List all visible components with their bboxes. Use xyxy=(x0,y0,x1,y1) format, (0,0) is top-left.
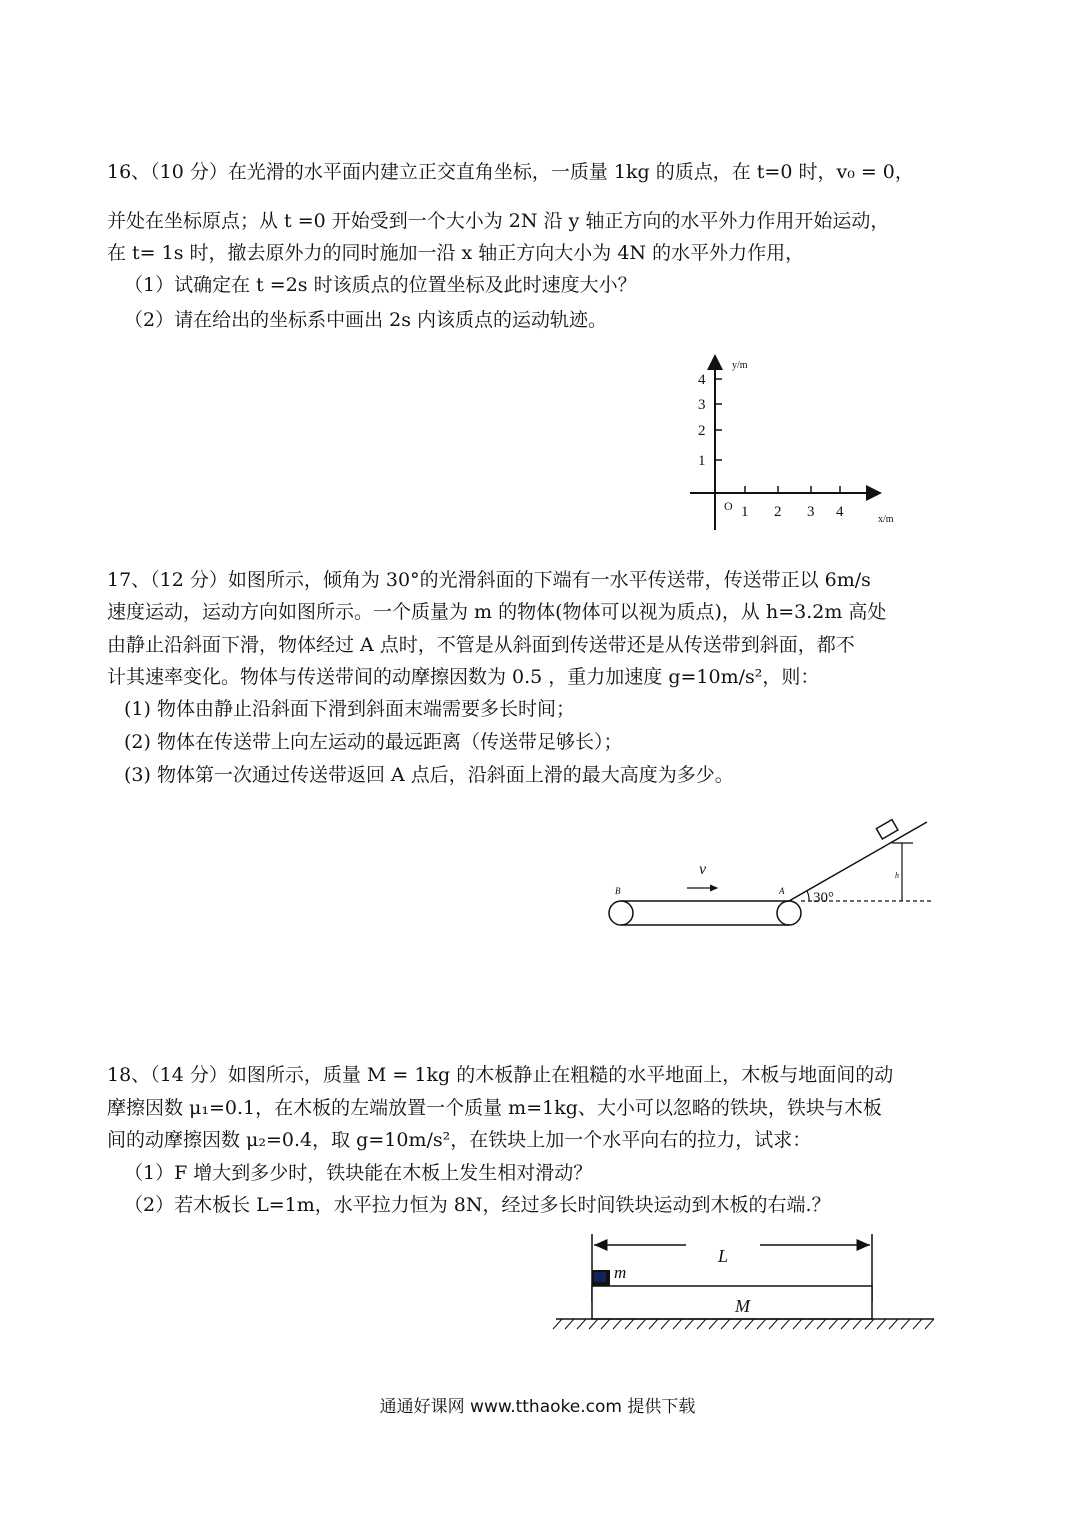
x-axis-label: x/m xyxy=(878,514,894,525)
ground-hatch xyxy=(577,1319,586,1329)
ground-hatch xyxy=(685,1319,694,1329)
x-tick-3: 3 xyxy=(807,504,815,520)
ground-hatch xyxy=(757,1319,766,1329)
q17-conveyor-figure xyxy=(595,810,940,935)
x-tick-4: 4 xyxy=(836,504,844,520)
ground-hatch xyxy=(901,1319,910,1329)
q17-line-4: 计其速率变化。物体与传送带间的动摩擦因数为 0.5 ，重力加速度 g=10m/s²，则： xyxy=(107,666,820,688)
ground-hatch xyxy=(853,1319,862,1329)
q17-line-2: 速度运动，运动方向如图所示。一个质量为 m 的物体(物体可以视为质点)，从 h=3.2m 高处 xyxy=(107,601,887,623)
q18-line-2: 摩擦因数 μ₁=0.1，在木板的左端放置一个质量 m=1kg、大小可以忽略的铁块，铁块与木板 xyxy=(107,1097,882,1119)
ground-hatch xyxy=(697,1319,706,1329)
origin-label: O xyxy=(724,499,733,513)
q16-line-1: 16、（10 分）在光滑的水平面内建立正交直角坐标，一质量 1kg 的质点，在 t=0 时，v₀ = 0， xyxy=(107,161,914,183)
ground-hatch xyxy=(745,1319,754,1329)
label-a: A xyxy=(779,886,785,896)
ground-hatch xyxy=(673,1319,682,1329)
q16-line-3: 在 t= 1s 时，撤去原外力的同时施加一沿 x 轴正方向大小为 4N 的水平外力作用， xyxy=(107,242,805,264)
y-axis-label: y/m xyxy=(732,360,748,371)
label-m: m xyxy=(614,1263,627,1282)
ground-hatch xyxy=(613,1319,622,1329)
footer: 通通好课网 www.tthaoke.com 提供下载 xyxy=(379,1397,696,1417)
q18-sub-1: （1）F 增大到多少时，铁块能在木板上发生相对滑动？ xyxy=(124,1162,593,1184)
q18-line-3: 间的动摩擦因数 μ₂=0.4，取 g=10m/s²，在铁块上加一个水平向右的拉力，试求： xyxy=(107,1129,812,1151)
y-tick-3: 3 xyxy=(698,397,706,413)
ground-hatch xyxy=(877,1319,886,1329)
label-big-m: M xyxy=(735,1296,750,1316)
ground-hatch xyxy=(865,1319,874,1329)
ground-hatch xyxy=(601,1319,610,1329)
board xyxy=(592,1286,872,1319)
y-tick-1: 1 xyxy=(698,453,706,469)
q16-line-2: 并处在坐标原点；从 t =0 开始受到一个大小为 2N 沿 y 轴正方向的水平外力作用开始运动， xyxy=(107,210,890,232)
ground-hatch xyxy=(889,1319,898,1329)
q18-sub-2: （2）若木板长 L=1m，水平拉力恒为 8N，经过多长时间铁块运动到木板的右端.？ xyxy=(124,1194,831,1216)
ground-hatch xyxy=(637,1319,646,1329)
q16-coordinate-figure xyxy=(680,350,920,540)
right-pulley xyxy=(777,901,801,925)
ground-hatch xyxy=(913,1319,922,1329)
q17-sub-3: (3) 物体第一次通过传送带返回 A 点后，沿斜面上滑的最大高度为多少。 xyxy=(124,764,734,786)
incline xyxy=(789,822,927,901)
label-b: B xyxy=(615,886,621,896)
x-tick-1: 1 xyxy=(741,504,749,520)
ground-hatch xyxy=(829,1319,838,1329)
ground-hatch xyxy=(625,1319,634,1329)
ground-hatch xyxy=(841,1319,850,1329)
q17-sub-2: (2) 物体在传送带上向左运动的最远距离（传送带足够长）； xyxy=(124,731,623,753)
x-tick-2: 2 xyxy=(774,504,782,520)
left-pulley xyxy=(609,901,633,925)
y-tick-4: 4 xyxy=(698,372,706,388)
ground-hatch xyxy=(793,1319,802,1329)
q18-board-figure xyxy=(550,1230,940,1340)
ground-hatch xyxy=(565,1319,574,1329)
ground-hatch xyxy=(769,1319,778,1329)
q17-line-3: 由静止沿斜面下滑，物体经过 A 点时，不管是从斜面到传送带还是从传送带到斜面，都不 xyxy=(107,634,855,656)
block xyxy=(876,820,898,839)
ground-hatch xyxy=(817,1319,826,1329)
q17-line-1: 17、（12 分）如图所示，倾角为 30°的光滑斜面的下端有一水平传送带，传送带正以 6m/s xyxy=(107,569,871,591)
ground-hatch xyxy=(709,1319,718,1329)
label-l: L xyxy=(718,1246,729,1266)
ground-hatch xyxy=(553,1319,562,1329)
angle-arc xyxy=(807,891,809,901)
ground-hatch xyxy=(925,1319,934,1329)
label-v: v xyxy=(699,861,707,878)
ground-hatch xyxy=(733,1319,742,1329)
y-tick-2: 2 xyxy=(698,423,706,439)
label-h: h xyxy=(895,871,899,880)
q18-line-1: 18、（14 分）如图所示，质量 M = 1kg 的木板静止在粗糙的水平地面上，木板与地面间的动 xyxy=(107,1064,894,1086)
q17-sub-1: (1) 物体由静止沿斜面下滑到斜面末端需要多长时间； xyxy=(124,698,575,720)
ground-hatch xyxy=(589,1319,598,1329)
q16-sub-2: （2）请在给出的坐标系中画出 2s 内该质点的运动轨迹。 xyxy=(124,309,608,331)
label-angle: 30° xyxy=(813,890,834,906)
ground-hatch xyxy=(721,1319,730,1329)
q16-sub-1: （1）试确定在 t =2s 时该质点的位置坐标及此时速度大小？ xyxy=(124,274,637,296)
ground-hatch xyxy=(649,1319,658,1329)
ground-hatch xyxy=(805,1319,814,1329)
ground-hatch xyxy=(781,1319,790,1329)
ground-hatch xyxy=(661,1319,670,1329)
